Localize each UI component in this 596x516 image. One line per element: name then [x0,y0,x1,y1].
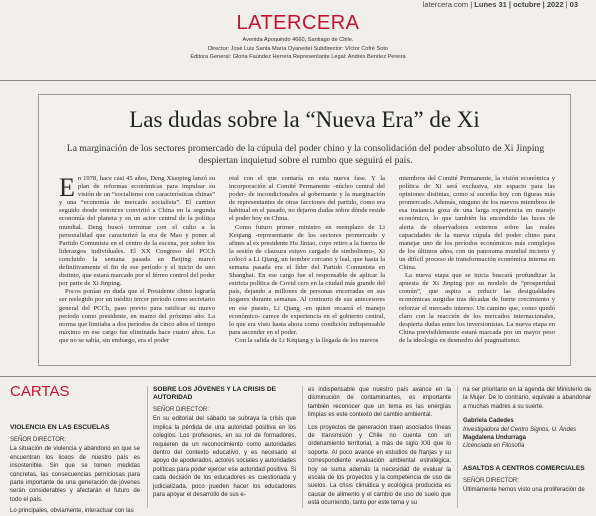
site-name[interactable]: latercera.com [422,0,469,9]
drop-cap: E [59,173,75,202]
staff-line-1: Director: José Luis Santa María Oyanedel Subdirector: Víctor Cofré Soto [207,46,389,52]
editorial-columns [59,175,559,360]
letter-salutation: SEÑOR DIRECTOR: [10,437,66,443]
letter-salutation: SEÑOR DIRECTOR: [153,407,209,413]
editorial-box [38,94,571,366]
newspaper-logo: LATERCERA [236,12,360,34]
page-number: 03 [569,0,578,9]
signer-role: Licenciada en Filosofía [463,443,525,450]
editorial-column-1 [59,175,215,360]
masthead [0,12,596,61]
page-header-info: latercera.com | Lunes 31 | octubre | 2022 | 03 [422,0,578,9]
editorial-paragraph: En 1978, hace casi 45 años, Deng Xiaoping lanzó su plan de reformas económicas para impulsar su visión de un “socialismo con características chinas” y una “economía de mercado socialista”. El camino seguido desde entonces convirtió a China en la segunda economía del planeta y en un actor central de la política mundial. Deng buscó terminar con el culto a la personalidad que caracterizó la era de Mao y poner al Partido Comunista en el centro de la escena, por sobre los liderazgos individuales. El XX Congreso del PCCh concluido la semana pasada en Beijing marcó definitivamente el fin de ese período y el inicio de uno distinto, que estará marcado por el férreo control del poder por parte de Xi Jinping. [59,173,215,288]
signer-role: Investigadora del Centro Signos, U. Andes [463,426,577,433]
letter-body: La situación de violencia y abandono en que se encuentran los liceos de nuestro país es insostenible. Sin que se tomen medidas concretas, las consecuencias perniciosas para parte importante de una generación de jóvenes serán considerables y afectarán el futuro de todo el país. [10,446,140,503]
letter-column-1 [10,386,140,515]
letter-body: Los proyectos de generación traen asociados líneas de transmisión y Chile no cuenta con un ordenamiento territorial, a más de siglo XXI que lo soporte. Al poco avance en estudios de franjas y su correspondiente evaluación ambiental estratégica, hoy se suma además la necesidad de evaluar la escala de los proyectos y la competencia de uso de suelos. La crisis climática y ecológica producida es causar de alimento y el cambio de uso de suelo que está ocurriendo, tanto por este tema y su [308,424,451,507]
letter-column-3 [308,386,451,508]
letter-headline: ASALTOS A CENTROS COMERCIALES [463,464,585,472]
letter-column-2 [153,386,296,508]
editorial-paragraph: Pocos ponían en duda que el Presidente chino lograría ser reelegido por un inédito tercer período como secretario general del PCCh, paso previo para ratificar su nuevo período como presidente, en marzo del próximo año. La norma que limitaba a dos períodos de cinco años el tiempo máximo en ese cargo fue eliminada hace cuatro años. Lo que no se sabía, sin embargo, era el poder [59,288,215,344]
editorial-title: Las dudas sobre la “Nueva Era” de Xi [129,107,480,132]
editorial-paragraph: miembros del Comité Permanente, la visión económica y política de Xi será exclusiva, sin espacio para las opiniones distintas, como sí sucedía hoy con figuras más promercado. Además, ninguno de los nuevos miembros de esa instancia goza de una larga experiencia en manejo económico, lo que también ha encendido las luces de alerta de observadores externos sobre las reales capacidades de la nueva cúpula del poder chino para manejar uno de los períodos económicos más complejos de los últimos años, con un panorama mundial incierto y un difícil proceso de transformación económica interna en China. [399,175,555,272]
column-divider [147,386,148,508]
editorial-column-2 [229,175,385,360]
editorial-paragraph: real con el que contaría en esta nueva fase. Y la incorporación al Comité Permanente -núcleo central del poder- de incondicionales al gobernante y la marginación de representantes de otras facciones del partido, como era habitual en el pasado, no dejaron dudas sobre dónde reside el poder hoy en China. [229,175,385,223]
letter-salutation: SEÑOR DIRECTOR: [463,477,519,484]
letter-headline: VIOLENCIA EN LAS ESCUELAS [10,424,110,431]
signer-name: Magdalena Undurraga [463,435,527,442]
issue-date: Lunes 31 | octubre | 2022 [474,0,564,9]
editorial-deck: La marginación de los sectores promercado de la cúpula del poder chino y la consolidación del poder absoluto de Xi Jinping despiertan inquietud sobre el rumbo que seguirá el país. [66,143,545,166]
divider [0,376,596,377]
editorial-column-3 [399,175,555,360]
editorial-paragraph: Como futuro primer ministro en reemplazo de Li Keqiang -representante de los sectores promercado y afines al ex presidente Hu Jintao, cuyo retiro a la fuerza de la sesión de clausura estuvo cargado de simbolismo-, Xi colocó a Li Qiang, un hombre cercano y leal, que hasta la semana pasada era el líder del Partido Comunista en Shanghai. En ese cargo fue el responsable de aplicar la estricta política de Covid cero en la ciudad más grande del país, dejando a millones de personas encerradas en sus hogares durante semanas. Al contrario de sus antecesores en ese puesto, Li Qiang -en quien recaerá el manejo económico- carece de experiencia en el gobierno central, lo que era visto hasta ahora como condición indispensable para ascender en el poder. [229,223,385,336]
top-bar [0,0,596,10]
letter-body: na ser prioritario en la agenda del Ministerio de la Mujer. De lo contrario, equivale a abandonar a muchas madres a su suerte. [463,387,591,410]
column-divider [457,386,458,508]
letter-column-4 [463,386,591,508]
letter-body: En su editorial del sábado se subraya la crisis que implica la pérdida de una autoridad positiva en los colegios. Los profesores, en su rol de formadores, requieren de un reconocimiento como autoridades dentro del contexto educativo, y es necesario el apoyo de apoderados, actores sociales y autoridades políticas para poder ejercer ese autoridad positiva. Si cada decisión de los educadores es cuestionada y judicializada, poco pueden hacer los educadores para apoyar el desarrollo de sus e- [153,416,296,499]
masthead-staff [0,45,596,61]
letter-headline: SOBRE LOS JÓVENES Y LA CRISIS DE AUTORIDAD [153,386,276,401]
signer-name: Gabriela Cadedes [463,418,514,425]
letter-body: Lo principales, obviamente, interactuar con las [10,508,134,515]
masthead-address: Avenida Apoquindo 4660, Santiago de Chile. [242,37,354,43]
section-heading-cartas: CARTAS [10,383,70,400]
editorial-paragraph: La nueva etapa que se inicia buscará profundizar la apuesta de Xi Jinping por su modelo de “prosperidad común”, que aspira a reducir las desigualdades económicas surgidas tras décadas de fuerte crecimiento y reforzar el mercado interno. Un camino que, como quedó claro con la reacción de los mercados internacionales, despierta dudas entre los inversionistas. La nueva etapa en China previsiblemente estará marcada por un mayor peso de la ideología en desmedro del pragmatismo. [399,272,555,344]
letter-body: Últimamente hemos visto una proliferación de [463,487,585,494]
editorial-paragraph: Con la salida de Li Keqiang y la llegada de los nuevos [235,336,379,344]
letter-signature [463,417,591,451]
staff-line-2: Editora General: Gloria Faúndez Herrera Representante Legal: Andrés Benítez Pereira [190,54,406,60]
letter-body: es indispensable que nuestro país avance en la disminución de contaminantes, es importante también reconocer que un tema es las energías limpias es este contexto del cambio ambiental. [308,387,451,419]
column-divider [302,386,303,508]
divider [0,80,596,81]
